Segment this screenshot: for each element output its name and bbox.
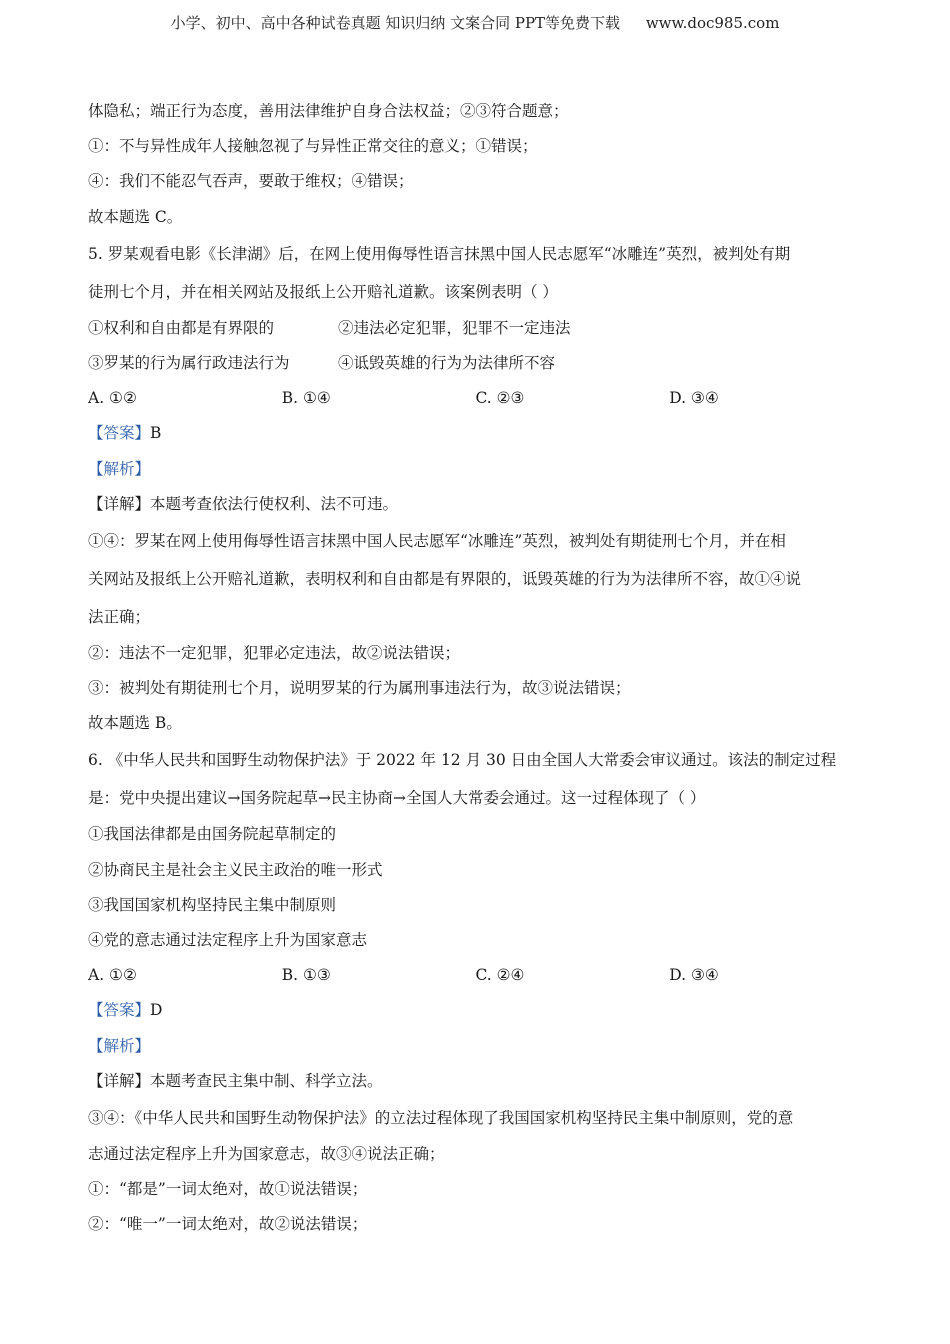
- option-a: A. ①②: [88, 966, 137, 985]
- text-line: ④：我们不能忍气吞声，要敢于维权；④错误；: [88, 172, 414, 191]
- option-d: D. ③④: [669, 966, 719, 985]
- option-c: C. ②③: [475, 389, 525, 408]
- option-b: B. ①③: [281, 966, 331, 985]
- option-b: B. ①④: [281, 389, 331, 408]
- question-5-options: [88, 381, 863, 416]
- text-line: 体隐私；端正行为态度，善用法律维护自身合法权益；②③符合题意；: [88, 102, 569, 120]
- document-body: [88, 94, 863, 1243]
- answer-line: [88, 993, 863, 1028]
- explanation-line: 关网站及报纸上公开赔礼道歉，表明权利和自由都是有界限的，诋毁英雄的行为为法律所不容，故①④说: [88, 569, 802, 588]
- question-5-stem: 5. 罗某观看电影《长津湖》后，在网上使用侮辱性语言抹黑中国人民志愿军“冰雕连”英烈，被判处有期: [88, 244, 791, 263]
- option-c: C. ②④: [475, 966, 525, 985]
- statement: ②协商民主是社会主义民主政治的唯一形式: [88, 860, 383, 879]
- statement: ①我国法律都是由国务院起草制定的: [88, 825, 337, 844]
- detail-line: [88, 1064, 863, 1099]
- detail-text: 本题考查依法行使权利、法不可违。: [150, 494, 399, 513]
- statement: ②违法必定犯罪，犯罪不一定违法: [338, 318, 571, 337]
- text-line: ①：不与异性成年人接触忽视了与异性正常交往的意义；①错误；: [88, 137, 538, 156]
- statement: ③我国国家机构坚持民主集中制原则: [88, 895, 337, 914]
- conclusion-line: 故本题选 C。: [88, 207, 183, 226]
- explanation-line: ②：“唯一”一词太绝对，故②说法错误；: [88, 1215, 368, 1234]
- question-5-stem: 徒刑七个月，并在相关网站及报纸上公开赔礼道歉。该案例表明（ ）: [88, 282, 558, 301]
- detail-tag: 【详解】: [88, 494, 151, 513]
- answer-value: D: [150, 1001, 163, 1020]
- detail-line: [88, 487, 863, 522]
- explanation-line: ①④：罗某在网上使用侮辱性语言抹黑中国人民志愿军“冰雕连”英烈，被判处有期徒刑七个月，并在相: [88, 531, 786, 550]
- statement: ④诋毁英雄的行为为法律所不容: [338, 353, 556, 372]
- analysis-tag: 【解析】: [88, 1036, 151, 1055]
- statement: ①权利和自由都是有界限的: [88, 318, 275, 337]
- explanation-line: ③④：《中华人民共和国野生动物保护法》的立法过程体现了我国国家机构坚持民主集中制原则，党的意: [88, 1108, 794, 1127]
- page-header: [0, 12, 950, 33]
- question-6-stem: 是：党中央提出建议→国务院起草→民主协商→全国人大常委会通过。这一过程体现了（ ）: [88, 789, 706, 808]
- header-website: www.doc985.com: [645, 14, 780, 32]
- explanation-line: ③：被判处有期徒刑七个月，说明罗某的行为属刑事违法行为，故③说法错误；: [88, 679, 631, 698]
- analysis-tag: 【解析】: [88, 459, 151, 478]
- detail-text: 本题考查民主集中制、科学立法。: [150, 1071, 383, 1090]
- question-5-statements: [88, 346, 863, 381]
- explanation-line: 志通过法定程序上升为国家意志，故③④说法正确；: [88, 1144, 445, 1163]
- option-d: D. ③④: [669, 389, 719, 408]
- question-6-options: [88, 958, 863, 993]
- answer-tag: 【答案】: [88, 1001, 151, 1020]
- answer-tag: 【答案】: [88, 424, 151, 443]
- question-6-stem: 6. 《中华人民共和国野生动物保护法》于 2022 年 12 月 30 日由全国人大常委会审议通过。该法的制定过程: [88, 751, 837, 770]
- statement: ③罗某的行为属行政违法行为: [88, 353, 290, 372]
- option-a: A. ①②: [88, 389, 137, 408]
- explanation-line: 法正确；: [88, 607, 151, 626]
- conclusion-line: 故本题选 B。: [88, 714, 182, 733]
- question-5-statements: [88, 311, 863, 346]
- answer-value: B: [150, 424, 162, 443]
- answer-line: [88, 416, 863, 451]
- explanation-line: ①：“都是”一词太绝对，故①说法错误；: [88, 1180, 368, 1199]
- statement: ④党的意志通过法定程序上升为国家意志: [88, 931, 368, 949]
- explanation-line: ②：违法不一定犯罪，犯罪必定违法，故②说法错误；: [88, 643, 461, 662]
- detail-tag: 【详解】: [88, 1071, 151, 1090]
- header-slogan: 小学、初中、高中各种试卷真题 知识归纳 文案合同 PPT等免费下载: [170, 14, 621, 32]
